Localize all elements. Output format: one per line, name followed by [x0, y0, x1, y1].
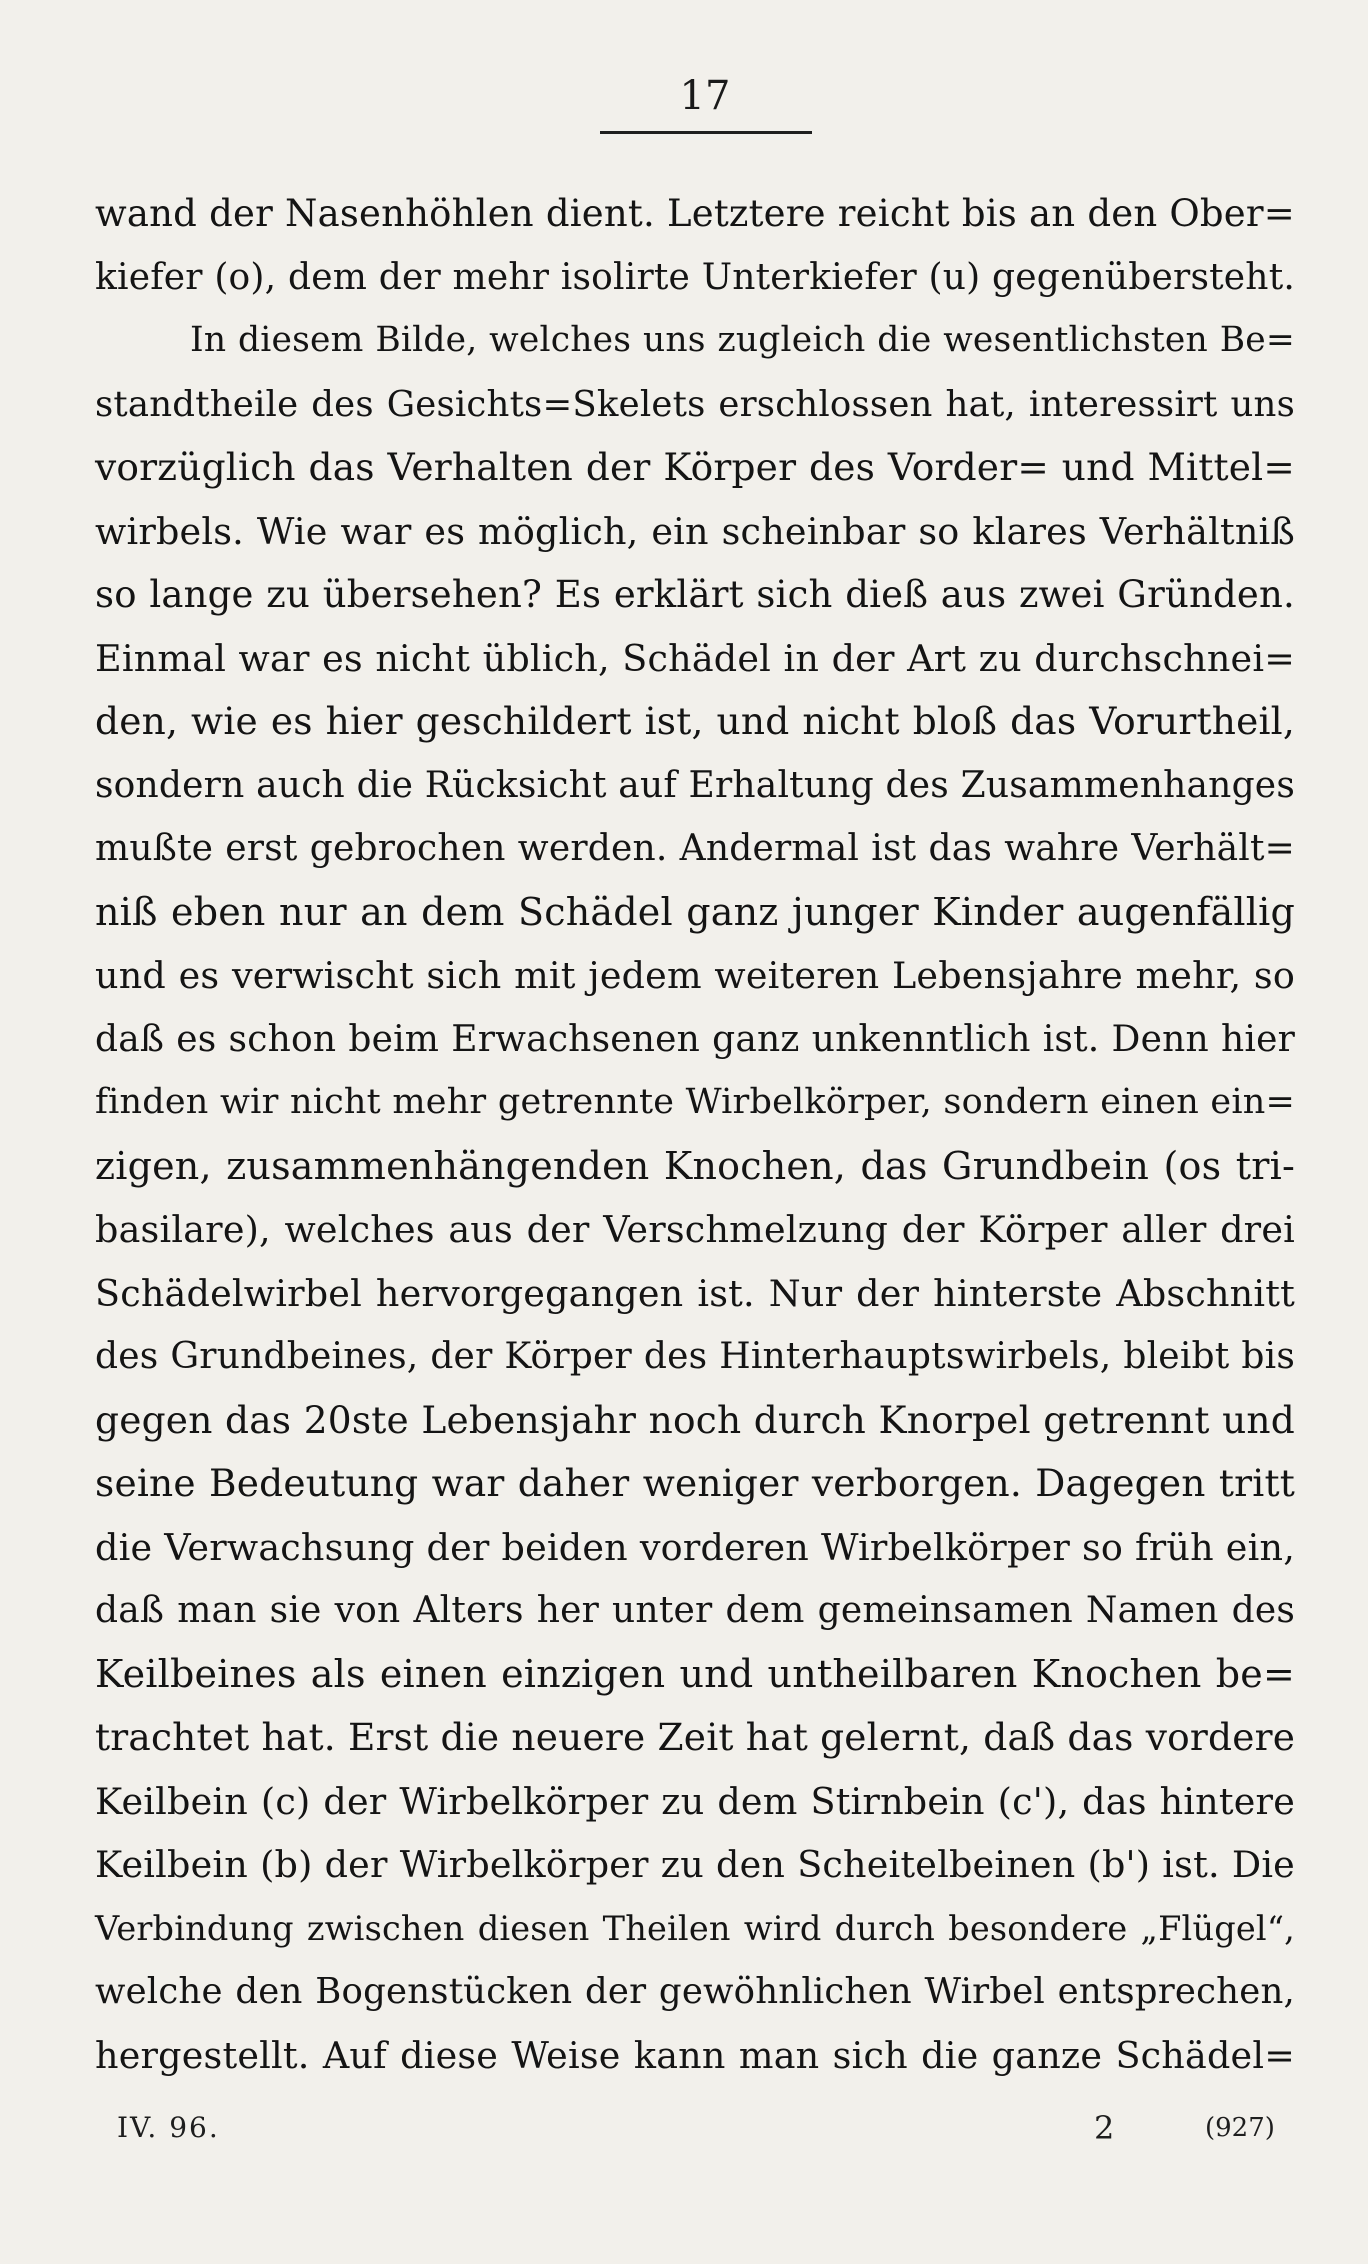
text-line-19: des Grundbeines, der Körper des Hinterhauptswirbels, bleibt bis [95, 1336, 1295, 1377]
header-rule [600, 131, 812, 134]
text-line-27: Keilbein (b) der Wirbelkörper zu den Scheitelbeinen (b') ist. Die [95, 1843, 1295, 1886]
text-line-5: vorzüglich das Verhalten der Körper des Vorder= und Mittel= [95, 445, 1295, 489]
page-number: 17 [679, 73, 731, 119]
text-line-17: basilare), welches aus der Verschmelzung der Körper aller drei [95, 1208, 1295, 1251]
text-line-3: In diesem Bilde, welches uns zugleich die wesentlichsten Be= [190, 320, 1295, 360]
text-line-23: daß man sie von Alters her unter dem gemeinsamen Namen des [95, 1590, 1295, 1631]
text-line-12: niß eben nur an dem Schädel ganz junger Kinder augenfällig [95, 889, 1295, 934]
text-line-30: hergestellt. Auf diese Weise kann man sich die ganze Schädel= [95, 2033, 1295, 2077]
text-line-29: welche den Bogenstücken der gewöhnlichen Wirbel entsprechen, [95, 1971, 1295, 2012]
text-line-7: so lange zu übersehen? Es erklärt sich dieß aus zwei Gründen. [95, 573, 1295, 616]
text-line-28: Verbindung zwischen diesen Theilen wird durch besondere „Flügel“, [95, 1908, 1295, 1948]
footer-signature: IV. 96. [117, 2111, 220, 2144]
footer-code: (927) [1205, 2113, 1275, 2143]
text-line-18: Schädelwirbel hervorgegangen ist. Nur der hinterste Abschnitt [95, 1271, 1295, 1315]
text-line-10: sondern auch die Rücksicht auf Erhaltung des Zusammenhanges [95, 764, 1295, 806]
text-line-8: Einmal war es nicht üblich, Schädel in der Art zu durchschnei= [95, 636, 1295, 680]
text-line-9: den, wie es hier geschildert ist, und nicht bloß das Vorurtheil, [95, 699, 1295, 743]
text-line-2: kiefer (o), dem der mehr isolirte Unterkiefer (u) gegenübersteht. [95, 256, 1295, 298]
text-line-14: daß es schon beim Erwachsenen ganz unkenntlich ist. Denn hier [95, 1018, 1295, 1060]
text-line-16: zigen, zusammenhängenden Knochen, das Grundbein (os tri- [95, 1143, 1295, 1188]
text-line-22: die Verwachsung der beiden vorderen Wirbelkörper so früh ein, [95, 1525, 1295, 1569]
text-line-13: und es verwischt sich mit jedem weiteren Lebensjahre mehr, so [95, 954, 1295, 997]
text-line-15: finden wir nicht mehr getrennte Wirbelkörper, sondern einen ein= [95, 1082, 1295, 1122]
text-line-21: seine Bedeutung war daher weniger verborgen. Dagegen tritt [95, 1461, 1295, 1505]
text-line-4: standtheile des Gesichts=Skelets erschlossen hat, interessirt uns [95, 383, 1295, 425]
text-line-20: gegen das 20ste Lebensjahr noch durch Knorpel getrennt und [95, 1397, 1295, 1442]
text-line-11: mußte erst gebrochen werden. Andermal ist das wahre Verhält= [95, 828, 1295, 869]
body-text [95, 182, 1295, 2087]
text-line-25: trachtet hat. Erst die neuere Zeit hat gelernt, daß das vordere [95, 1715, 1296, 1759]
text-line-6: wirbels. Wie war es möglich, ein scheinbar so klares Verhältniß [95, 509, 1295, 553]
footer-sheet-number: 2 [1094, 2109, 1115, 2147]
text-line-1: wand der Nasenhöhlen dient. Letztere reicht bis an den Ober= [95, 192, 1295, 235]
text-line-26: Keilbein (c) der Wirbelkörper zu dem Stirnbein (c'), das hintere [95, 1779, 1295, 1823]
text-line-24: Keilbeines als einen einzigen und untheilbaren Knochen be= [95, 1651, 1295, 1696]
